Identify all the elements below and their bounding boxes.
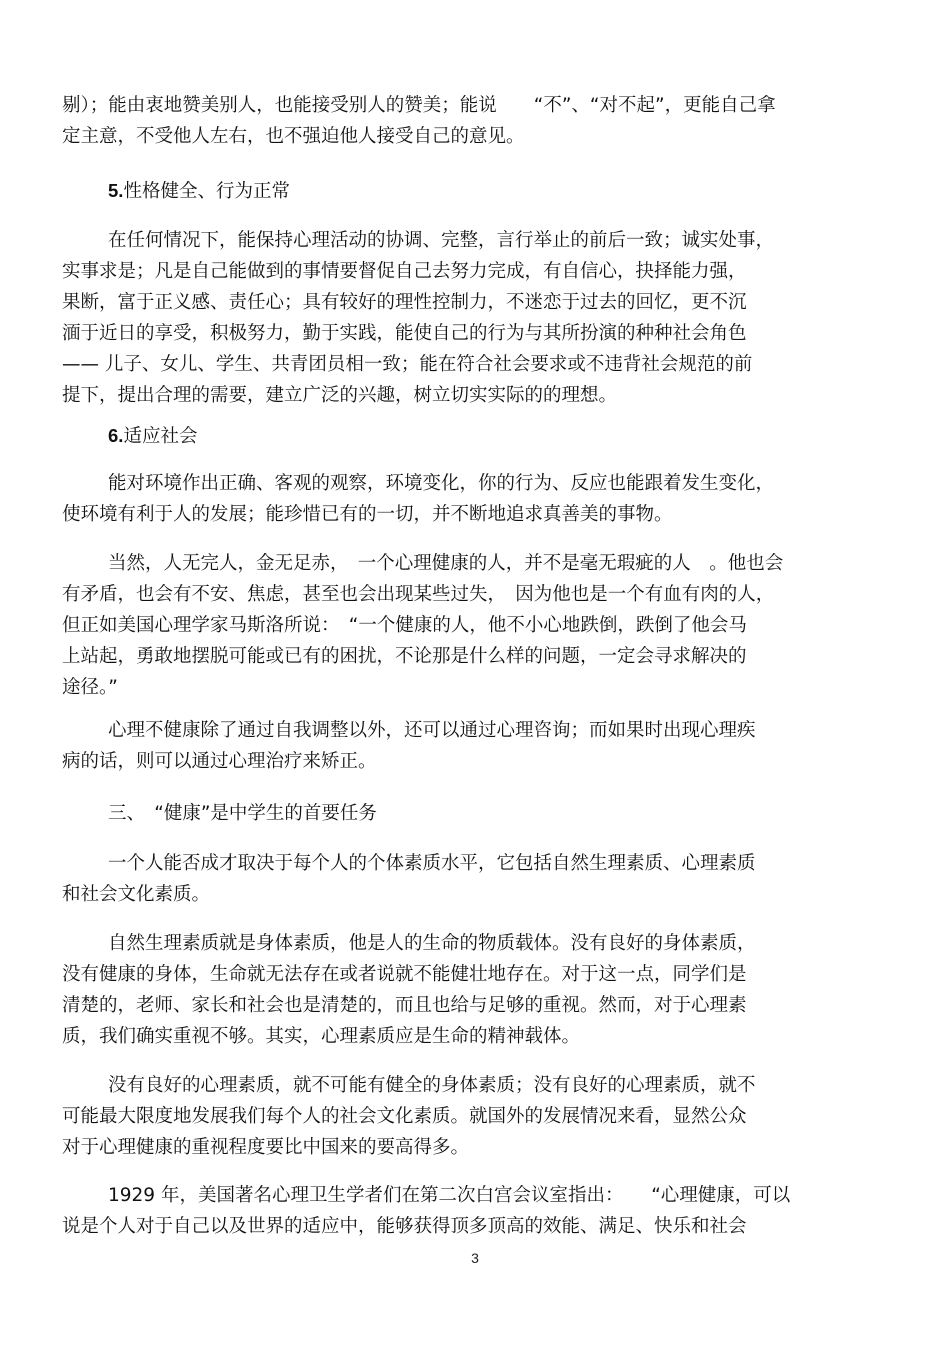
text-line: 在任何情况下，能保持心理活动的协调、完整，言行举止的前后一致；诚实处事，	[108, 230, 775, 251]
text-line: 当然，人无完人，金无足赤， 一个心理健康的人，并不是毫无瑕疵的人 。他也会	[108, 553, 784, 574]
text-line: 提下，提出合理的需要，建立广泛的兴趣，树立切实实际的的理想。	[62, 385, 618, 406]
text-line: 没有健康的身体，生命就无法存在或者说就不能健壮地存在。对于这一点，同学们是	[62, 964, 747, 985]
text-line: 说是个人对于自己以及世界的适应中，能够获得顶多顶高的效能、满足、快乐和社会	[62, 1216, 747, 1237]
text-line: 但正如美国心理学家马斯洛所说： “一个健康的人，他不小心地跌倒，跌倒了他会马	[62, 615, 747, 636]
text-line: 清楚的，老师、家长和社会也是清楚的，而且也给与足够的重视。然而，对于心理素	[62, 995, 747, 1016]
text-line: 心理不健康除了通过自我调整以外，还可以通过心理咨询；而如果时出现心理疾	[108, 720, 756, 741]
text-line: 没有良好的心理素质，就不可能有健全的身体素质；没有良好的心理素质，就不	[108, 1075, 756, 1096]
text-line: 病的话，则可以通过心理治疗来矫正。	[62, 751, 377, 772]
paragraph-talent	[62, 848, 888, 910]
text-line: 可能最大限度地发展我们每个人的社会文化素质。就国外的发展情况来看，显然公众	[62, 1106, 747, 1127]
text-line: 剔）；能由衷地赞美别人，也能接受别人的赞美；能说 “不”、“对不起”，更能自己拿	[62, 95, 776, 116]
text-line: 上站起，勇敢地摆脱可能或已有的困扰，不论那是什么样的问题，一定会寻求解决的	[62, 646, 747, 667]
heading-text: 适应社会	[123, 426, 198, 447]
text-line: 湎于近日的享受，积极努力，勤于实践，能使自己的行为与其所扮演的种种社会角色	[62, 323, 747, 344]
text-line: 对于心理健康的重视程度要比中国来的要高得多。	[62, 1137, 470, 1158]
text-line: 自然生理素质就是身体素质，他是人的生命的物质载体。没有良好的身体素质，	[108, 933, 756, 954]
text-line: 能对环境作出正确、客观的观察，环境变化，你的行为、反应也能跟着发生变化，	[108, 473, 775, 494]
text-line: 有矛盾，也会有不安、焦虑，甚至也会出现某些过失， 因为他也是一个有血有肉的人，	[62, 584, 775, 605]
paragraph-mental	[62, 1070, 888, 1163]
paragraph-top	[62, 90, 888, 152]
heading-text: 三、 “健康”是中学生的首要任务	[108, 803, 377, 824]
section-heading-5	[108, 175, 290, 207]
heading-number: 6.	[108, 425, 124, 446]
text-line: 实事求是；凡是自己能做到的事情要督促自己去努力完成，有自信心，抉择能力强，	[62, 261, 747, 282]
paragraph-character	[62, 225, 888, 411]
paragraph-adapt	[62, 468, 888, 530]
text-line: 途径。”	[62, 677, 118, 698]
text-line: —— 儿子、女儿、学生、共青团员相一致；能在符合社会要求或不违背社会规范的前	[62, 354, 753, 375]
text-line: 和社会文化素质。	[62, 884, 211, 905]
text-line: 1929 年，美国著名心理卫生学者们在第二次白宫会议室指出： “心理健康，可以	[108, 1185, 791, 1206]
text-line: 定主意，不受他人左右，也不强迫他人接受自己的意见。	[62, 126, 525, 147]
paragraph-physical	[62, 928, 888, 1052]
heading-text: 性格健全、行为正常	[123, 181, 290, 202]
text-line: 质，我们确实重视不够。其实，心理素质应是生命的精神载体。	[62, 1026, 581, 1047]
text-line: 使环境有利于人的发展；能珍惜已有的一切，并不断地追求真善美的事物。	[62, 504, 673, 525]
section-heading-6	[108, 420, 197, 452]
text-line: 一个人能否成才取决于每个人的个体素质水平，它包括自然生理素质、心理素质	[108, 853, 756, 874]
page-number: 3	[471, 1250, 479, 1266]
paragraph-1929	[62, 1180, 888, 1242]
heading-number: 5.	[108, 180, 124, 201]
section-heading-three	[108, 798, 377, 829]
paragraph-maslow	[62, 548, 888, 703]
paragraph-counseling	[62, 715, 888, 777]
text-line: 果断，富于正义感、责任心；具有较好的理性控制力，不迷恋于过去的回忆，更不沉	[62, 292, 747, 313]
